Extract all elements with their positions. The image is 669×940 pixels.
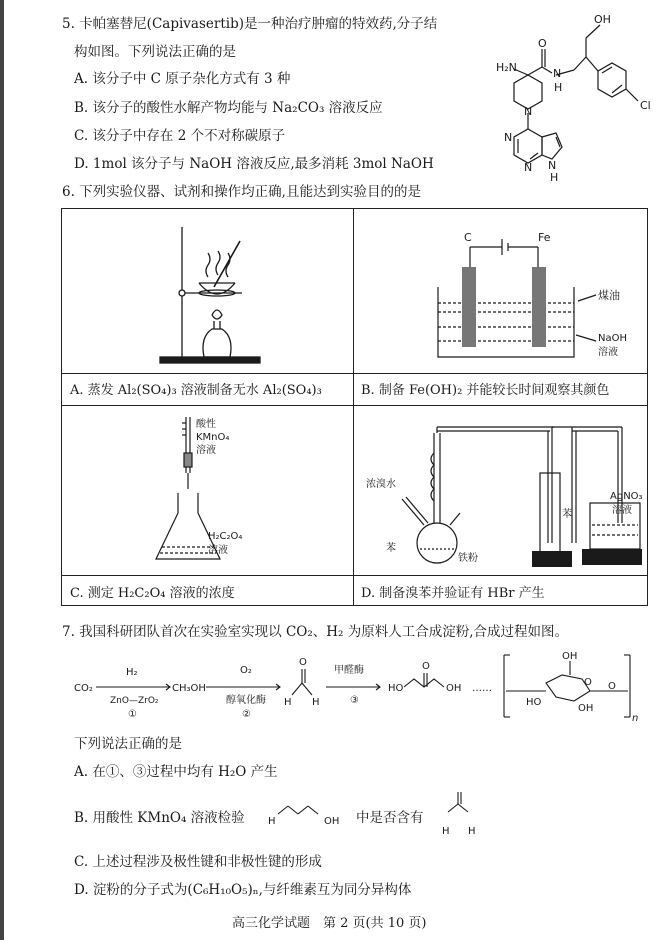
q7-option-c: C. 上述过程涉及极性键和非极性键的形成 xyxy=(74,854,322,870)
iron-powder-label: 铁粉 xyxy=(458,553,478,564)
table-row-divider-3 xyxy=(62,575,647,576)
agno3-solution-label: 溶液 xyxy=(612,505,632,516)
bromobenzene-apparatus xyxy=(362,413,644,571)
q5-option-b: B. 该分子的酸性水解产物均能与 Na₂CO₃ 溶液反应 xyxy=(74,100,383,116)
page-left-edge xyxy=(0,0,4,940)
q7-option-b-part1: B. 用酸性 KMnO₄ 溶液检验 xyxy=(74,810,245,826)
starch-oh-ring: OH xyxy=(578,703,594,714)
fe-electrode-label: Fe xyxy=(538,231,551,244)
q5-stem-line1: 5. 卡帕塞替尼(Capivasertib)是一种治疗肿瘤的特效药,分子结 xyxy=(62,16,438,32)
agno3-label: AgNO₃ xyxy=(610,491,643,502)
formaldehyde-h-left: H xyxy=(284,697,292,708)
optb-oh-label: OH xyxy=(324,816,340,827)
pyrimidine-n1-label: N xyxy=(504,131,513,144)
formaldehyde-o-label: O xyxy=(299,657,307,668)
co2-label: CO₂ xyxy=(74,683,93,694)
electrolysis-apparatus xyxy=(428,217,643,369)
caption-c: C. 测定 H₂C₂O₄ 溶液的浓度 xyxy=(70,586,235,601)
catalyst-2-label: 醇氧化酶 xyxy=(226,695,266,706)
kerosene-label: 煤油 xyxy=(598,289,620,302)
step-1-label: ① xyxy=(128,709,137,720)
caption-b: B. 制备 Fe(OH)₂ 并能较长时间观察其颜色 xyxy=(361,383,610,398)
q7-option-d: D. 淀粉的分子式为(C₆H₁₀O₅)ₙ,与纤维素互为同分异构体 xyxy=(74,882,412,898)
optb-h1-label: H xyxy=(442,826,450,837)
amide-h-label: H xyxy=(554,81,563,94)
starch-o-ring: O xyxy=(584,677,592,688)
bromine-water-label: 浓溴水 xyxy=(366,479,396,490)
fe-electrode xyxy=(532,267,546,347)
table-row-divider-1 xyxy=(62,373,647,374)
q6-stem: 6. 下列实验仪器、试剂和操作均正确,且能达到实验目的的是 xyxy=(62,184,421,200)
catalyst-1-label: ZnO—ZrO₂ xyxy=(110,696,159,706)
q7-option-a: A. 在①、③过程中均有 H₂O 产生 xyxy=(74,764,278,780)
step-2-label: ② xyxy=(242,709,251,720)
caption-d: D. 制备溴苯并验证有 HBr 产生 xyxy=(361,586,545,601)
q5-option-d: D. 1mol 该分子与 NaOH 溶液反应,最多消耗 3mol NaOH xyxy=(74,156,434,172)
h2-label: H₂ xyxy=(126,667,138,678)
q5-option-c: C. 该分子中存在 2 个不对称碳原子 xyxy=(74,128,286,144)
kmno4-label: KMnO₄ xyxy=(196,432,230,443)
dha-ho-label: HO xyxy=(388,683,404,694)
q5-option-a: A. 该分子中 C 原子杂化方式有 3 种 xyxy=(74,71,291,87)
c-electrode xyxy=(462,267,476,347)
pyrrole-h-label: H xyxy=(550,171,559,184)
oh-label: OH xyxy=(594,13,611,26)
acid-label: 酸性 xyxy=(196,419,216,430)
benzene-label: 苯 xyxy=(386,543,396,554)
h2c2o4-label: H₂C₂O₄ xyxy=(208,531,243,542)
starch-synthesis-scheme xyxy=(70,645,660,725)
naoh-label: NaOH xyxy=(598,333,627,344)
carbonyl-o-label: O xyxy=(538,37,547,50)
o2-label: O₂ xyxy=(240,665,252,676)
pyrrole-n-label: N xyxy=(548,159,557,172)
evaporation-apparatus xyxy=(152,217,272,369)
h2c2o4-solution-label: 溶液 xyxy=(208,545,228,556)
dha-o-label: O xyxy=(422,661,430,672)
stand-base-right xyxy=(582,549,642,565)
q7-stem: 7. 我国科研团队首次在实验室实现以 CO₂、H₂ 为原料人工合成淀粉,合成过程如图。 xyxy=(62,624,569,640)
piperidine-n-label: N xyxy=(524,105,533,118)
starch-oh-top: OH xyxy=(562,651,578,662)
c-electrode-label: C xyxy=(464,231,472,244)
caption-a: A. 蒸发 Al₂(SO₄)₃ 溶液制备无水 Al₂(SO₄)₃ xyxy=(70,383,322,398)
stand-base-left xyxy=(532,551,572,567)
ch3oh-label: CH₃OH xyxy=(172,683,206,694)
starch-ho-ring: HO xyxy=(526,697,542,708)
starch-o-link: O xyxy=(608,681,616,692)
kmno4-solution-label: 溶液 xyxy=(196,445,216,456)
amide-n-label: N xyxy=(553,67,562,80)
optb-h2-label: H xyxy=(468,826,476,837)
table-row-divider-2 xyxy=(62,405,647,406)
q5-stem-line2: 构如图。下列说法正确的是 xyxy=(74,44,236,60)
starch-n-subscript: n xyxy=(632,713,639,724)
pyrimidine-n2-label: N xyxy=(524,161,533,174)
q6-apparatus-table xyxy=(61,208,648,606)
page-footer: 高三化学试题 第 2 页(共 10 页) xyxy=(232,916,427,931)
optb-h-label: H xyxy=(268,816,276,827)
h2n-label: H₂N xyxy=(496,61,517,74)
catalyst-3-label: 甲醛酶 xyxy=(334,665,364,676)
naoh-solution-label: 溶液 xyxy=(598,347,618,358)
table-vertical-divider xyxy=(353,209,354,605)
q7-option-b-part2: 中是否含有 xyxy=(356,810,424,826)
formaldehyde-h-right: H xyxy=(312,697,320,708)
benzene-trap-label: 苯 xyxy=(562,509,572,520)
ellipsis-label: …… xyxy=(472,683,492,694)
dha-oh-label: OH xyxy=(446,683,462,694)
step-3-label: ③ xyxy=(350,695,359,706)
capivasertib-structure xyxy=(490,5,665,185)
cl-label: Cl xyxy=(640,99,651,112)
q7-sub-stem: 下列说法正确的是 xyxy=(74,736,182,752)
titration-apparatus xyxy=(152,413,272,571)
